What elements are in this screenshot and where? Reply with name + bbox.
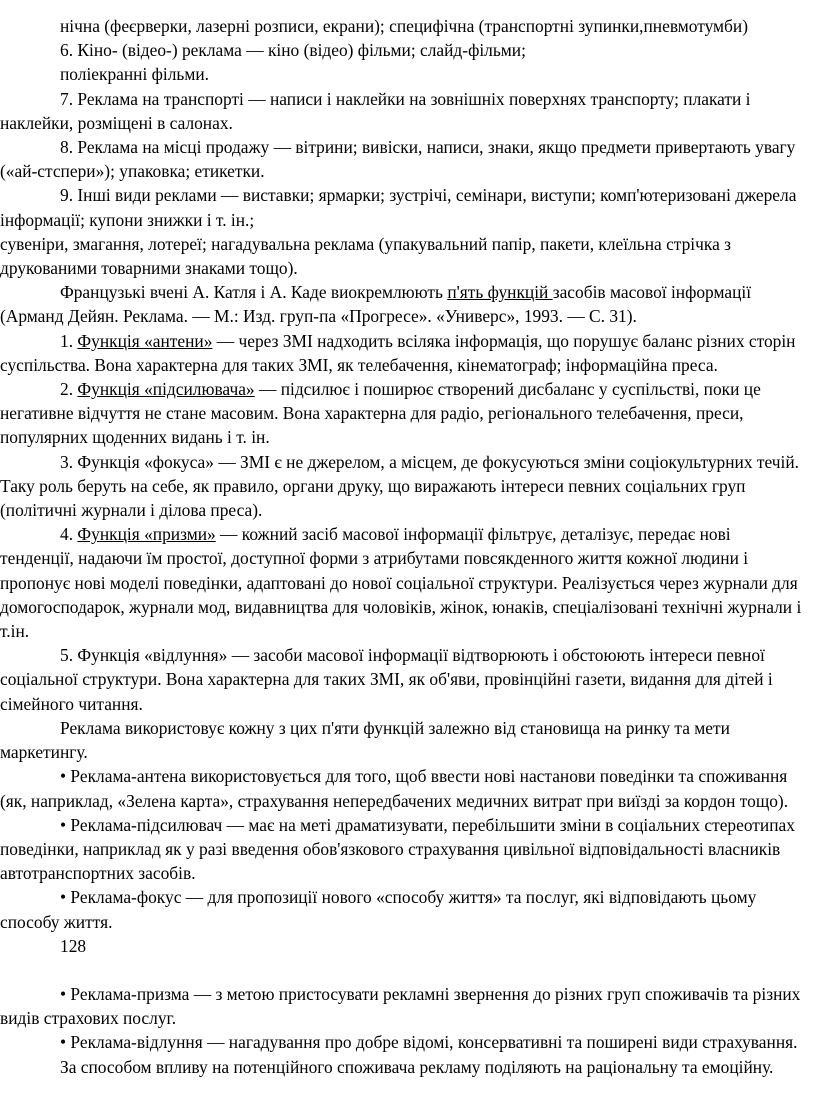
paragraph-french-scholars (0, 280, 804, 328)
paragraph-souvenirs: сувеніри, змагання, лотереї; нагадувальна реклама (упакувальний папір, пакети, клеїльна стрічка з друкованими товарними знаками тощо). (0, 233, 732, 279)
function-number: 1. (60, 330, 78, 351)
bullet-antenna-ad: • Реклама-антена використовується для того, щоб ввести нові настанови поведінки та споживання (як, наприклад, «Зелена карта», страхування непередбачених медичних витрат при виїзді за кордон тощо). (0, 766, 789, 811)
function-echo-name: Функція «відлуння» (77, 645, 228, 666)
page-number: 128 (60, 935, 87, 956)
function-description: — через ЗМІ надходить всіляка інформація, що порушує баланс різних сторін суспільства. Вона характерна для таких ЗМІ, як телебачення, кінематограф; інформаційна преса. (0, 330, 796, 375)
paragraph-transport-ads: 7. Реклама на транспорті — написи і наклейки на зовнішніх поверхнях транспорту; плакати і наклейки, розміщені в салонах. (0, 88, 751, 133)
function-number: 2. (60, 379, 78, 400)
paragraph-film-ads: 6. Кіно- (відео-) реклама — кіно (відео) фільми; слайд-фільми; (60, 40, 526, 61)
paragraph-multiscreen: поліекранні фільми. (60, 64, 210, 85)
function-prism (0, 522, 804, 643)
five-functions-link[interactable]: п'ять функцій (447, 282, 553, 303)
paragraph-rational-emotional: За способом впливу на потенційного споживача рекламу поділяють на раціональну та емоційну. (60, 1056, 774, 1077)
bullet-echo-ad: • Реклама-відлуння — нагадування про добре відомі, консервативні та поширені види страхування. (60, 1032, 798, 1053)
function-description: — засоби масової інформації відтворюють і обстоюють інтереси певної соціальної структури. Вона характерна для таких ЗМІ, як об'яви, провінційні газети, видання для дітей і сімейного читання. (0, 645, 773, 714)
paragraph-other-ads: 9. Інші види реклами — виставки; ярмарки; зустрічі, семінари, виступи; комп'ютеризовані джерела інформації; купони знижки і т. ін.; (0, 185, 797, 230)
function-number: 4. (60, 524, 78, 545)
bullet-focus-ad: • Реклама-фокус — для пропозиції нового «способу життя» та послуг, які відповідають цьому способу життя. (0, 887, 757, 932)
function-number: 3. (60, 451, 78, 472)
french-text-after: засобів масової інформації (Арманд Дейян. Реклама. — М.: Изд. груп-па «Прогресе». «Универс», 1993. — С. 31). (0, 282, 752, 327)
bullet-prism-ad: • Реклама-призма — з метою пристосувати рекламні звернення до різних груп споживачів та різних видів страхових послуг. (0, 983, 801, 1029)
function-focus (0, 450, 804, 523)
function-echo (0, 643, 804, 716)
paragraph-point-of-sale: 8. Реклама на місці продажу — вітрини; вивіски, написи, знаки, якщо предмети привертають увагу («ай-стспери»); упаковка; етикетки. (0, 137, 796, 182)
function-antenna-link[interactable]: Функція «антени» (77, 330, 213, 351)
function-number: 5. (60, 645, 78, 666)
function-description: — підсилює і поширює створений дисбаланс у суспільстві, поки це негативне відчуття не стане масовим. Вона характерна для радіо, регіонального телебачення, преси, популярних щоденних видань і т. ін. (0, 379, 761, 448)
function-description: — ЗМІ є не джерелом, а місцем, де фокусуються зміни соціокультурних течій. Таку роль беруть на себе, як правило, органи друку, що виражають інтереси певних соціальних груп (політичні журнали і ділова преса). (0, 451, 800, 521)
french-text-before: Французькі вчені А. Катля і А. Каде виокремлюють (60, 282, 448, 303)
function-amplifier-link[interactable]: Функція «підсилювача» (77, 379, 255, 400)
function-antenna (0, 329, 804, 377)
paragraph-advertising-uses: Реклама використовує кожну з цих п'яти функцій залежно від становища на ринку та мети маркетингу. (0, 717, 730, 763)
function-focus-name: Функція «фокуса» (77, 451, 214, 472)
function-description: — кожний засіб масової інформації фільтрує, деталізує, передає нові тенденції, надаючи їм простої, доступної форми з атрибутами повсякденного життя кожної людини і пропонує нові моделі поведінки, адаптовані до нової соціальної структури. Реалізується через журнали для домогосподарок, журнали мод, видавництва для чоловіків, жінок, юнаків, спеціалізовані технічні журнали і т.ін. (0, 524, 802, 642)
paragraph-night-ads: нічна (феєрверки, лазерні розписи, екрани); специфічна (транспортні зупинки,пневмотумби) (60, 16, 748, 36)
bullet-amplifier-ad: • Реклама-підсилювач — має на меті драматизувати, перебільшити зміни в соціальних стереотипах поведінки, наприклад як у разі введення обов'язкового страхування цивільної відповідальності власників автотранспортних засобів. (0, 814, 795, 884)
page-break-gap (0, 958, 804, 982)
function-amplifier (0, 377, 804, 450)
function-prism-link[interactable]: Функція «призми» (77, 524, 216, 545)
